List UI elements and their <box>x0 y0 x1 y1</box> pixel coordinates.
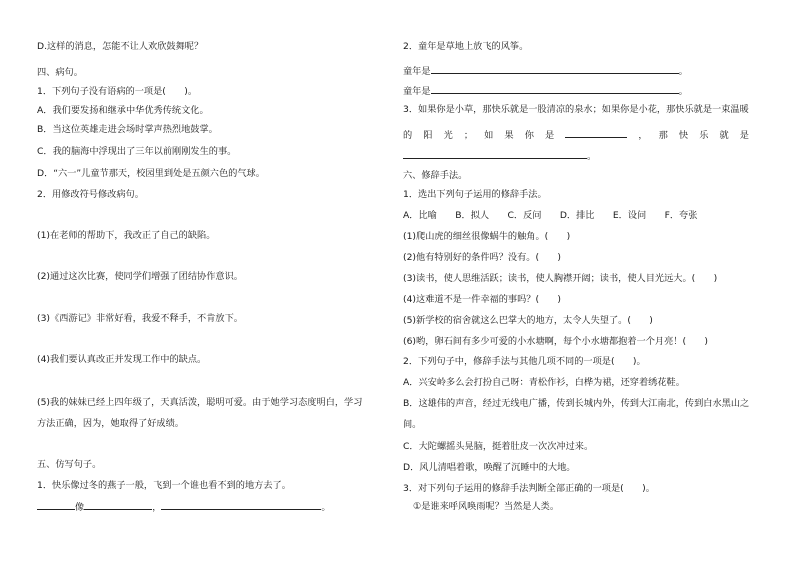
option-c: C．我的脑海中浮现出了三年以前刚刚发生的事。 <box>37 146 237 157</box>
period: 。 <box>587 151 597 162</box>
childhood-answer-1 <box>403 64 688 78</box>
section-4-heading: 四、病句。 <box>37 67 83 78</box>
option-d-line: D.这样的消息，怎能不让人欢欣鼓舞呢？ <box>37 41 204 52</box>
imitate-question-2: 2．童年是草地上放飞的风筝。 <box>403 41 529 52</box>
imitate-question-3-line3 <box>403 149 596 163</box>
char: 光 <box>443 130 453 141</box>
option-a: A．我们要发扬和继承中华优秀传统文化。 <box>37 105 209 116</box>
rhetoric-option-b-line2: 间。 <box>403 419 422 430</box>
imitate-question-3-line1: 3．如果你是小草，那快乐就是一股清凉的泉水；如果你是小花，那快乐就是一束温暖 <box>403 104 749 115</box>
answer-blank[interactable] <box>84 500 152 510</box>
period: 。 <box>678 86 688 97</box>
rhetoric-item-4: (4)这难道不是一件幸福的事吗？( ) <box>403 294 561 305</box>
char: 你 <box>524 130 534 141</box>
option-b: B．当这位英雄走进会场时掌声热烈地鼓掌。 <box>37 124 218 135</box>
left-column <box>37 0 367 561</box>
rhetoric-item-5: (5)新学校的宿舍就这么巴掌大的地方，太令人失望了。( ) <box>403 315 653 326</box>
sentence-3: (3)《西游记》非常好看，我爱不释手，不肯放下。 <box>37 313 243 324</box>
section-5-heading: 五、仿写句子。 <box>37 459 102 470</box>
rhetoric-item-6: (6)哟，卵石间有多少可爱的小水塘啊，每个小水塘都抱着一个月亮！( ) <box>403 336 708 347</box>
sentence-4: (4)我们要认真改正并发现工作中的缺点。 <box>37 354 207 365</box>
imitate-answer-line: 像 ， 。 <box>37 500 331 514</box>
rhetoric-options: A．比喻 B．拟人 C．反问 D．排比 E．设问 F．夸张 <box>403 210 698 221</box>
childhood-label: 童年是 <box>403 86 431 97</box>
answer-blank[interactable] <box>565 128 627 138</box>
answer-blank[interactable] <box>403 149 587 159</box>
section-6-heading: 六、修辞手法。 <box>403 170 468 181</box>
char: 是 <box>544 130 555 141</box>
sentence-5: (5)我的妹妹已经上四年级了，天真活泼，聪明可爱。由于她学习态度明白，学习方法正确，因为，她取得了好成绩。 <box>37 397 363 429</box>
char: 的 <box>403 130 413 141</box>
rhetoric-item-2: (2)他有特别好的条件吗？没有。( ) <box>403 252 561 263</box>
rhetoric-item-3: (3)读书，使人思维活跃；读书，使人胸襟开阔；读书，使人目光远大。( ) <box>403 273 718 284</box>
rhetoric-question-2: 2．下列句子中，修辞手法与其他几项不同的一项是( )。 <box>403 356 646 367</box>
sentence-2: (2)通过这次比赛，使同学们增强了团结协作意识。 <box>37 271 243 282</box>
answer-blank[interactable] <box>431 64 679 74</box>
char: 阳 <box>423 130 433 141</box>
char: 乐 <box>699 130 709 141</box>
option-d: D．“六一”儿童节那天，校园里到处是五颜六色的气球。 <box>37 168 265 179</box>
char: 如 <box>484 130 494 141</box>
char: 快 <box>678 130 689 141</box>
rhetoric-option-b-line1: B．这雄伟的声音，经过无线电广播，传到长城内外，传到大江南北，传到白水黑山之 <box>403 398 750 409</box>
childhood-label: 童年是 <box>403 66 431 77</box>
rhetoric-q3-item-1: ①是谁来呼风唤雨呢？当然是人类。 <box>413 501 560 512</box>
char: 是 <box>739 130 749 141</box>
char: ； <box>463 130 474 141</box>
imitate-question-3-line2 <box>403 128 749 142</box>
rhetoric-question-3: 3．对下列句子运用的修辞手法判断全部正确的一项是( )。 <box>403 483 655 494</box>
comma: ， <box>638 130 648 141</box>
right-column <box>403 0 748 561</box>
char: 果 <box>504 130 514 141</box>
sentence-1: (1)在老师的帮助下，我改正了自己的缺陷。 <box>37 230 216 241</box>
period: 。 <box>678 66 688 77</box>
imitate-question-1: 1．快乐像过冬的燕子一般，飞到一个谁也看不到的地方去了。 <box>37 480 291 491</box>
rhetoric-option-a: A．兴安岭多么会打扮自己呀：青松作衫，白桦为裙，还穿着绣花鞋。 <box>403 377 685 388</box>
answer-blank[interactable] <box>431 84 679 94</box>
like-word: 像 <box>75 502 85 513</box>
question-1: 1．下列句子没有语病的一项是( )。 <box>37 86 198 97</box>
char: 就 <box>719 130 729 141</box>
childhood-answer-2 <box>403 84 688 98</box>
period: 。 <box>321 502 331 513</box>
rhetoric-option-c: C．大陀螺摇头晃脑，挺着肚皮一次次冲过来。 <box>403 441 594 452</box>
answer-blank[interactable] <box>37 500 75 510</box>
answer-blank[interactable] <box>161 500 321 510</box>
char: 那 <box>658 130 668 141</box>
rhetoric-question-1: 1．选出下列句子运用的修辞手法。 <box>403 189 547 200</box>
rhetoric-option-d: D．风儿清唱着歌，唤醒了沉睡中的大地。 <box>403 462 576 473</box>
rhetoric-item-1: (1)爬山虎的细丝很像蜗牛的触角。( ) <box>403 231 571 242</box>
question-2: 2．用修改符号修改病句。 <box>37 189 144 200</box>
